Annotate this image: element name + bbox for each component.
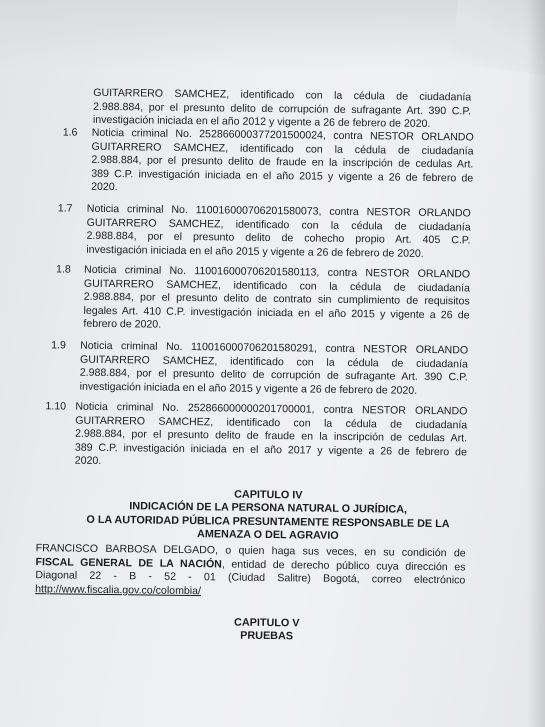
respondent-line-2-rest: , entidad de derecho público cuya dirección es xyxy=(221,558,466,573)
respondent-line: Diagonal 22 - B - 52 - 01 (Ciudad Salitre) Bogotá, correo electrónico xyxy=(35,569,466,587)
item-line: Noticia criminal No. 252866000377201500024, contra NESTOR ORLANDO xyxy=(91,126,474,144)
intro-line: 2.988.884, por el presunto delito de corrupción de sufragante Art. 390 C.P. xyxy=(93,100,472,118)
item-line: GUITARRERO SAMCHEZ, identificado con la cédula de ciudadanía xyxy=(75,414,468,432)
respondent-line: FRANCISCO BARBOSA DELGADO, o quien haga sus veces, en su condición de xyxy=(35,542,466,560)
chapter-iv-title-line: O LA AUTORIDAD PÚBLICA PRESUNTAMENTE RESPONSABLE DE LA xyxy=(86,513,450,531)
item-number: 1.8 xyxy=(56,263,71,276)
item-line: GUITARRERO SAMCHEZ, identificado con la cédula de ciudadanía xyxy=(86,216,471,234)
chapter-iv-title-line: INDICACIÓN DE LA PERSONA NATURAL O JURÍDICA, xyxy=(129,500,408,517)
item-line: 2020. xyxy=(91,181,118,194)
fiscal-general-title: FISCAL GENERAL DE LA NACIÓN xyxy=(35,555,222,571)
item-line: 2.988.884, por el presunto delito de fraude en la inscripción de cedulas Art. xyxy=(75,427,468,445)
item-line: 2.988.884, por el presunto delito de contrato sin cumplimiento de requisitos xyxy=(83,290,470,308)
item-line: 389 C.P. investigación iniciada en el año 2015 y vigente a 26 de febrero de xyxy=(91,167,474,185)
item-number: 1.10 xyxy=(45,400,67,413)
chapter-v-title: PRUEBAS xyxy=(240,630,294,643)
intro-line: investigación iniciada en el año 2012 y vigente a 26 de febrero de 2020. xyxy=(92,114,431,131)
chapter-iv-heading xyxy=(58,486,479,545)
item-1-10 xyxy=(75,401,468,474)
item-line: 389 C.P. investigación iniciada en el año 2017 y vigente a 26 de febrero de xyxy=(74,441,467,459)
item-line: GUITARRERO SAMCHEZ, identificado con la cédula de ciudadanía xyxy=(79,353,469,371)
respondent-paragraph xyxy=(35,542,466,602)
item-1-7 xyxy=(86,203,471,262)
item-line: Noticia criminal No. 110016000706201580073, contra NESTOR ORLANDO xyxy=(86,202,471,220)
chapter-iv-title-line: AMENAZA O DEL AGRAVIO xyxy=(197,528,339,543)
chapter-v-label: CAPITULO V xyxy=(234,616,300,630)
item-number: 1.9 xyxy=(51,339,66,352)
item-line: Noticia criminal No. 110016000706201580113, contra NESTOR ORLANDO xyxy=(84,263,471,281)
item-number: 1.6 xyxy=(62,126,78,139)
item-line: febrero de 2020. xyxy=(83,318,162,332)
item-number: 1.7 xyxy=(57,202,73,215)
item-1-8 xyxy=(83,264,470,337)
item-line: investigación iniciada en el año 2015 y vigente a 26 de febrero de 2020. xyxy=(79,380,418,397)
item-line: 2020. xyxy=(74,454,102,468)
item-line: 2.988.884, por el presunto delito de cohecho propio Art. 405 C.P. xyxy=(86,229,471,247)
item-line: investigación iniciada en el año 2015 y vigente a 26 de febrero de 2020. xyxy=(86,243,424,260)
item-line: legales Art. 410 C.P. investigación iniciada en el año 2015 y vigente a 26 de xyxy=(83,304,470,322)
fiscalia-website-link[interactable]: http://www.fiscalia.gov.co/colombia/ xyxy=(35,582,202,597)
item-1-9 xyxy=(80,340,469,399)
intro-paragraph xyxy=(93,87,471,132)
item-1-6 xyxy=(91,127,474,200)
intro-line: GUITARRERO SAMCHEZ, identificado con la cédula de ciudadanía xyxy=(93,86,472,104)
item-line: 2.988.884, por el presunto delito de corrupción de sufragante Art. 390 C.P. xyxy=(79,366,468,384)
item-line: 2.988.884, por el presunto delito de fraude en la inscripción de cedulas Art. xyxy=(91,153,474,171)
item-line: Noticia criminal No. 110016000706201580291, contra NESTOR ORLANDO xyxy=(80,339,469,357)
chapter-iv-label: CAPITULO IV xyxy=(234,488,303,502)
chapter-v-heading xyxy=(57,614,477,646)
item-line: GUITARRERO SAMCHEZ, identificado con la cédula de ciudadanía xyxy=(83,277,470,295)
item-line: GUITARRERO SAMCHEZ, identificado con la cédula de ciudadanía xyxy=(91,140,474,158)
item-line: Noticia criminal No. 252866000000201700001, contra NESTOR ORLANDO xyxy=(75,400,468,418)
